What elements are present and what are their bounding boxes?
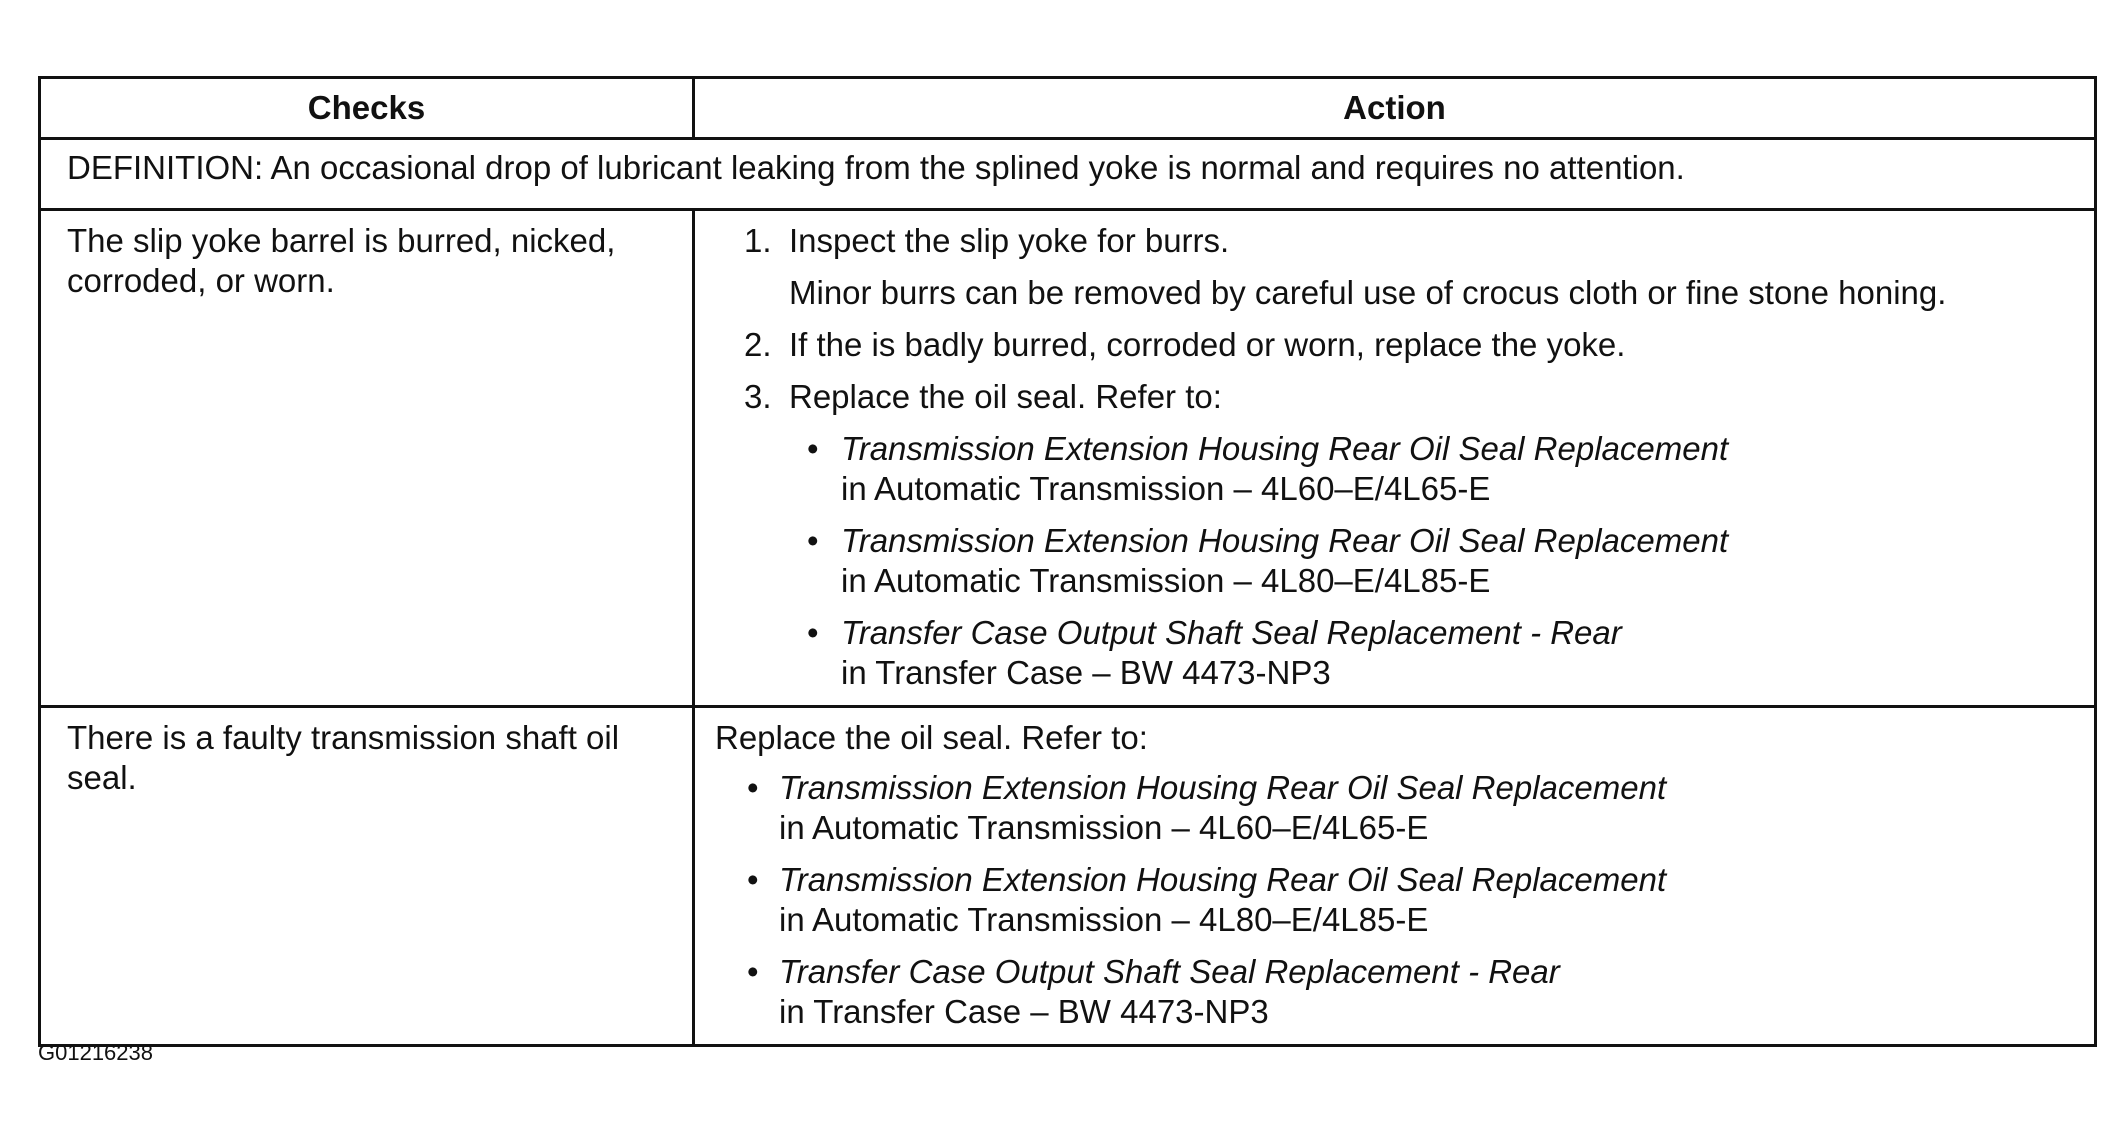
reference-link[interactable]: Transfer Case Output Shaft Seal Replacement - Rear (779, 953, 1560, 990)
step-number: 2. (744, 326, 772, 363)
table-row (40, 707, 2096, 1046)
step-text: If the is badly burred, corroded or worn, replace the yoke. (789, 326, 1626, 363)
definition-row (40, 139, 2096, 210)
bullet-icon: • (807, 614, 819, 651)
action-cell (694, 707, 2096, 1046)
action-header: Action (694, 78, 2096, 139)
header-row (40, 78, 2096, 139)
reference-item (715, 952, 2074, 1032)
reference-suffix: in Automatic Transmission – 4L80–E/4L85-E (779, 901, 1429, 938)
action-steps (715, 221, 2074, 693)
bullet-icon: • (807, 522, 819, 559)
reference-item (789, 613, 2074, 693)
reference-link[interactable]: Transmission Extension Housing Rear Oil Seal Replacement (841, 430, 1729, 467)
bullet-icon: • (747, 769, 759, 806)
step-text: Replace the oil seal. Refer to: (789, 378, 1222, 415)
bullet-icon: • (747, 861, 759, 898)
step-number: 3. (744, 378, 772, 415)
step-text: Inspect the slip yoke for burrs. (789, 222, 1230, 259)
reference-item (715, 768, 2074, 848)
definition-text: DEFINITION: An occasional drop of lubricant leaking from the splined yoke is normal and requires no attention. (40, 139, 2096, 210)
action-step (715, 221, 2074, 313)
action-intro: Replace the oil seal. Refer to: (715, 719, 1148, 756)
reference-item (789, 429, 2074, 509)
reference-link[interactable]: Transmission Extension Housing Rear Oil Seal Replacement (779, 861, 1667, 898)
reference-link[interactable]: Transmission Extension Housing Rear Oil Seal Replacement (779, 769, 1667, 806)
reference-link[interactable]: Transfer Case Output Shaft Seal Replacement - Rear (841, 614, 1622, 651)
reference-suffix: in Transfer Case – BW 4473-NP3 (779, 993, 1269, 1030)
checks-header: Checks (40, 78, 694, 139)
reference-suffix: in Automatic Transmission – 4L60–E/4L65-E (841, 470, 1491, 507)
bullet-icon: • (807, 430, 819, 467)
reference-suffix: in Transfer Case – BW 4473-NP3 (841, 654, 1331, 691)
check-cell: The slip yoke barrel is burred, nicked, corroded, or worn. (40, 210, 694, 707)
reference-list (715, 768, 2074, 1032)
figure-id: G01216238 (38, 1040, 153, 1065)
action-cell (694, 210, 2096, 707)
action-step (715, 377, 2074, 693)
reference-suffix: in Automatic Transmission – 4L60–E/4L65-E (779, 809, 1429, 846)
reference-item (715, 860, 2074, 940)
reference-item (789, 521, 2074, 601)
step-number: 1. (744, 222, 772, 259)
diagnostic-table (38, 76, 2097, 1047)
bullet-icon: • (747, 953, 759, 990)
reference-link[interactable]: Transmission Extension Housing Rear Oil Seal Replacement (841, 522, 1729, 559)
reference-list (789, 429, 2074, 693)
check-cell: There is a faulty transmission shaft oil seal. (40, 707, 694, 1046)
table-row (40, 210, 2096, 707)
action-step (715, 325, 2074, 365)
step-note: Minor burrs can be removed by careful use of crocus cloth or fine stone honing. (789, 274, 1947, 311)
reference-suffix: in Automatic Transmission – 4L80–E/4L85-E (841, 562, 1491, 599)
